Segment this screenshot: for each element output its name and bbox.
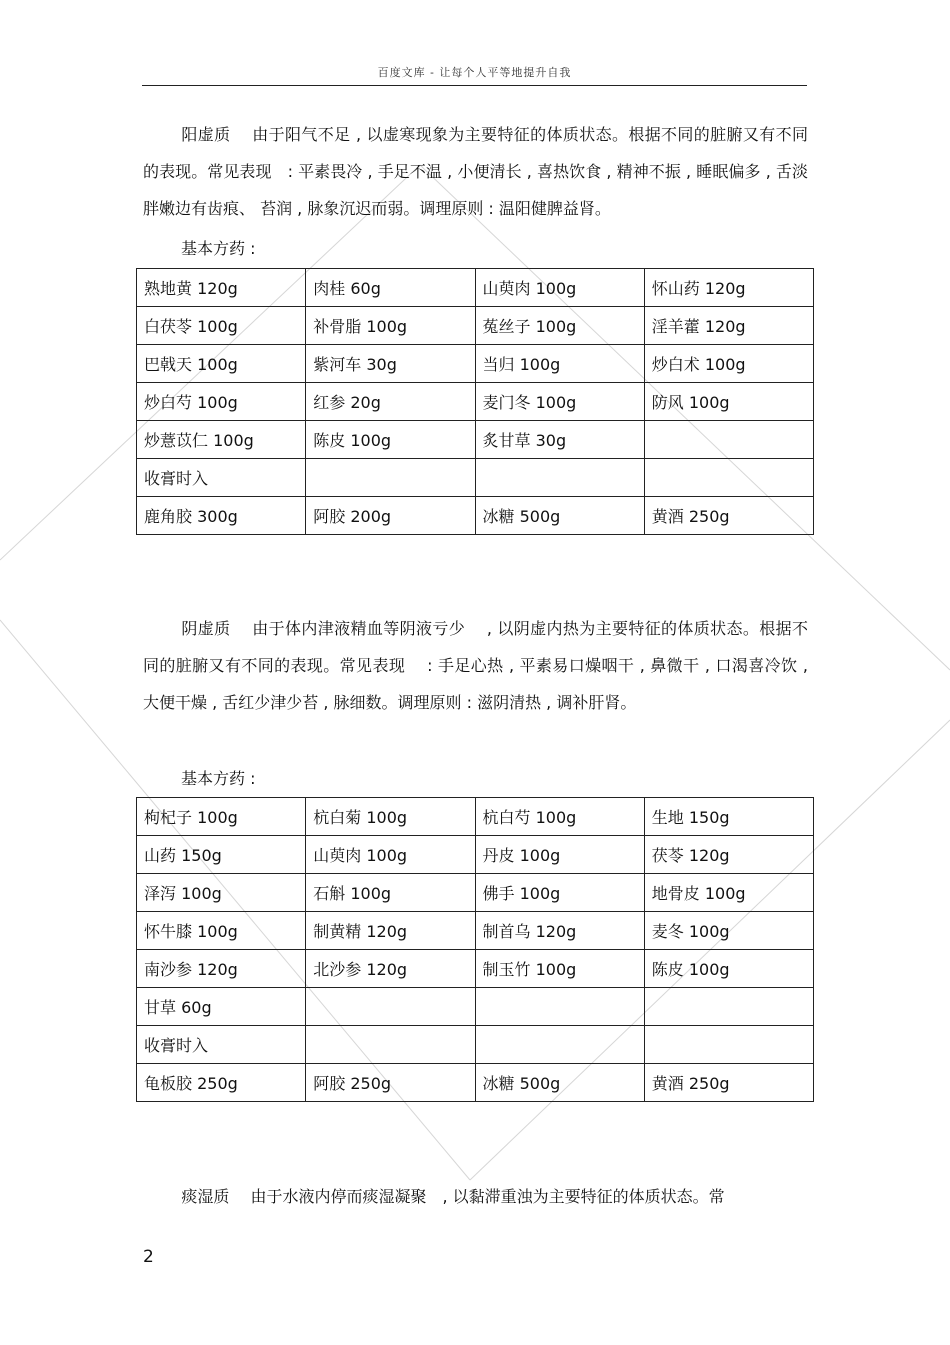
table-row xyxy=(137,836,814,874)
table-cell xyxy=(306,1026,475,1064)
table-cell: 地骨皮 100g xyxy=(644,874,813,912)
yang-formula-label: 基本方药 : xyxy=(181,239,256,258)
table-cell: 淫羊藿 120g xyxy=(644,307,813,345)
table-cell: 白茯苓 100g xyxy=(137,307,306,345)
table-cell: 收膏时入 xyxy=(137,459,306,497)
table-cell: 炙甘草 30g xyxy=(475,421,644,459)
table-cell: 制首乌 120g xyxy=(475,912,644,950)
phlegm-damp-paragraph: 痰湿质 由于水液内停而痰湿凝聚 , 以黏滞重浊为主要特征的体质状态。常 xyxy=(181,1187,725,1206)
table-cell: 熟地黄 120g xyxy=(137,269,306,307)
table-cell: 石斛 100g xyxy=(306,874,475,912)
table-row xyxy=(137,950,814,988)
table-cell: 茯苓 120g xyxy=(644,836,813,874)
table-cell: 山药 150g xyxy=(137,836,306,874)
table-cell: 山萸肉 100g xyxy=(475,269,644,307)
yang-formula-body xyxy=(137,269,814,535)
table-cell: 红参 20g xyxy=(306,383,475,421)
table-cell xyxy=(644,988,813,1026)
table-row xyxy=(137,874,814,912)
yin-formula-body xyxy=(137,798,814,1102)
table-cell xyxy=(644,1026,813,1064)
table-row xyxy=(137,269,814,307)
header-rule xyxy=(142,85,807,86)
yin-deficiency-paragraph: 阴虚质 由于体内津液精血等阴液亏少 , 以阴虚内热为主要特征的体质状态。根据不同的脏腑又有不同的表现。常见表现 : 手足心热 , 平素易口燥咽干 , 鼻微干 , 口渴喜冷饮 , 大便干燥 , 舌红少津少苔 , 脉细数。调理原则 : 滋阴清热 , 调补肝肾。 xyxy=(143,619,808,712)
table-cell xyxy=(475,459,644,497)
table-cell xyxy=(306,459,475,497)
table-cell: 杭白菊 100g xyxy=(306,798,475,836)
table-cell: 南沙参 120g xyxy=(137,950,306,988)
page-number: 2 xyxy=(143,1247,154,1267)
table-row xyxy=(137,1026,814,1064)
table-row xyxy=(137,383,814,421)
table-row xyxy=(137,345,814,383)
yin-formula-label: 基本方药 : xyxy=(181,769,256,788)
table-cell: 巴戟天 100g xyxy=(137,345,306,383)
table-cell: 枸杞子 100g xyxy=(137,798,306,836)
table-cell: 阿胶 250g xyxy=(306,1064,475,1102)
table-cell: 炒白芍 100g xyxy=(137,383,306,421)
table-cell: 当归 100g xyxy=(475,345,644,383)
table-cell: 补骨脂 100g xyxy=(306,307,475,345)
table-row xyxy=(137,798,814,836)
table-row xyxy=(137,497,814,535)
table-cell: 怀牛膝 100g xyxy=(137,912,306,950)
table-cell: 冰糖 500g xyxy=(475,497,644,535)
table-cell: 山萸肉 100g xyxy=(306,836,475,874)
yang-formula-table xyxy=(136,268,814,535)
table-cell xyxy=(644,459,813,497)
table-cell: 丹皮 100g xyxy=(475,836,644,874)
table-row xyxy=(137,307,814,345)
table-cell: 北沙参 120g xyxy=(306,950,475,988)
table-cell: 阿胶 200g xyxy=(306,497,475,535)
table-cell: 炒薏苡仁 100g xyxy=(137,421,306,459)
table-cell: 麦门冬 100g xyxy=(475,383,644,421)
yin-formula-table xyxy=(136,797,814,1102)
table-cell: 防风 100g xyxy=(644,383,813,421)
table-cell: 制黄精 120g xyxy=(306,912,475,950)
table-cell xyxy=(475,988,644,1026)
table-cell: 生地 150g xyxy=(644,798,813,836)
table-cell xyxy=(644,421,813,459)
table-cell: 鹿角胶 300g xyxy=(137,497,306,535)
table-cell: 龟板胶 250g xyxy=(137,1064,306,1102)
table-row xyxy=(137,421,814,459)
table-cell: 甘草 60g xyxy=(137,988,306,1026)
table-cell: 炒白术 100g xyxy=(644,345,813,383)
table-cell: 佛手 100g xyxy=(475,874,644,912)
table-cell xyxy=(306,988,475,1026)
table-cell: 制玉竹 100g xyxy=(475,950,644,988)
table-cell: 收膏时入 xyxy=(137,1026,306,1064)
table-cell xyxy=(475,1026,644,1064)
table-cell: 黄酒 250g xyxy=(644,497,813,535)
table-cell: 菟丝子 100g xyxy=(475,307,644,345)
table-cell: 杭白芍 100g xyxy=(475,798,644,836)
page-header: 百度文库 - 让每个人平等地提升自我 xyxy=(377,66,572,79)
table-row xyxy=(137,1064,814,1102)
table-cell: 陈皮 100g xyxy=(306,421,475,459)
table-cell: 泽泻 100g xyxy=(137,874,306,912)
table-row xyxy=(137,459,814,497)
table-cell: 麦冬 100g xyxy=(644,912,813,950)
table-row xyxy=(137,988,814,1026)
table-cell: 冰糖 500g xyxy=(475,1064,644,1102)
yang-deficiency-paragraph: 阳虚质 由于阳气不足 , 以虚寒现象为主要特征的体质状态。根据不同的脏腑又有不同的表现。常见表现 : 平素畏冷 , 手足不温 , 小便清长 , 喜热饮食 , 精神不振 , 睡眠偏多 , 舌淡胖嫩边有齿痕、 苔润 , 脉象沉迟而弱。调理原则 : 温阳健脾益肾。 xyxy=(143,125,808,218)
table-row xyxy=(137,912,814,950)
table-cell: 怀山药 120g xyxy=(644,269,813,307)
table-cell: 肉桂 60g xyxy=(306,269,475,307)
table-cell: 紫河车 30g xyxy=(306,345,475,383)
table-cell: 黄酒 250g xyxy=(644,1064,813,1102)
table-cell: 陈皮 100g xyxy=(644,950,813,988)
